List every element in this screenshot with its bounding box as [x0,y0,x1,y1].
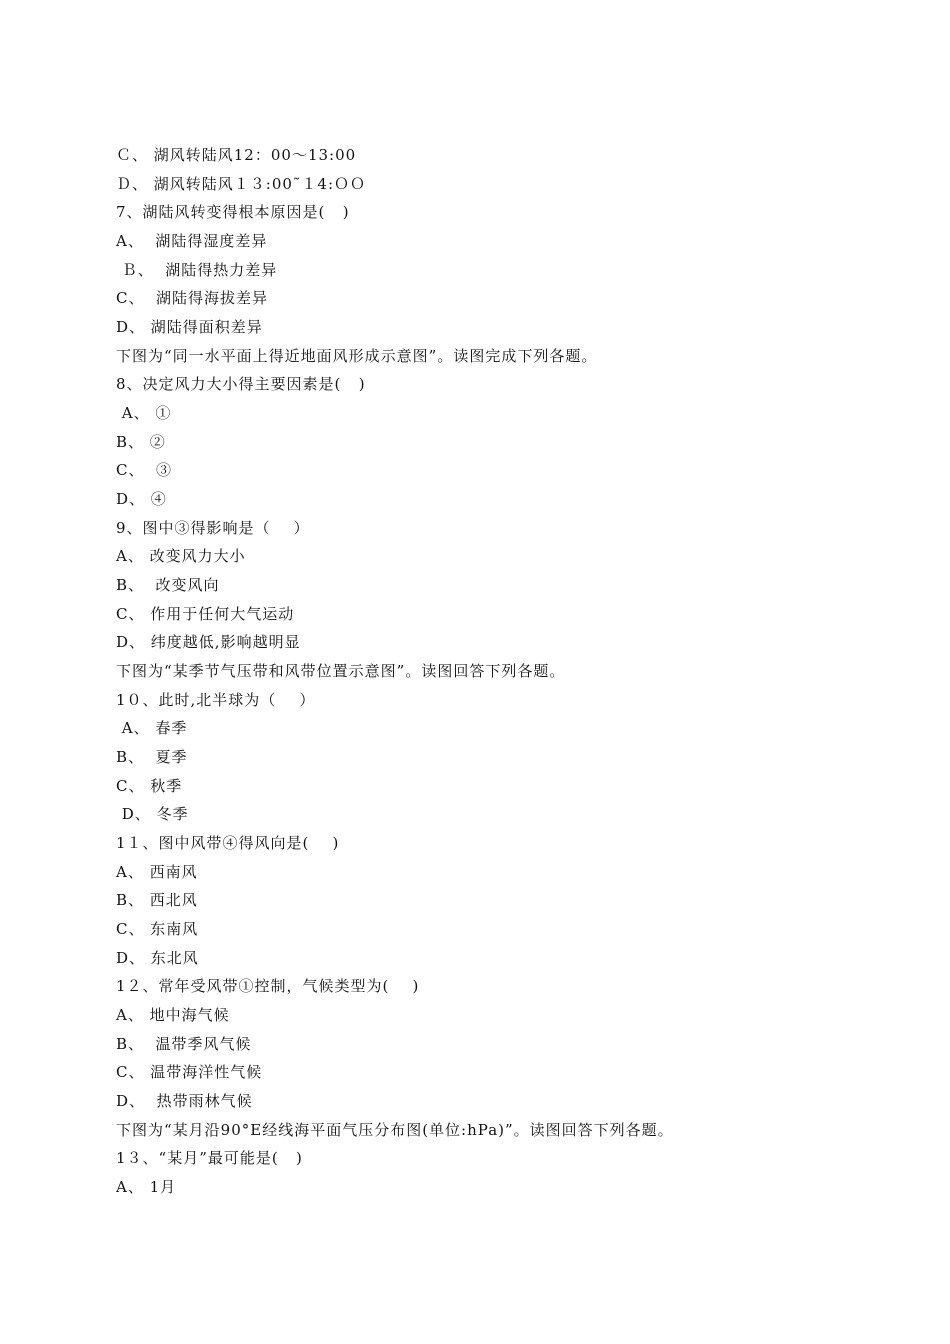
section-intro-line: 下图为“同一水平面上得近地面风形成示意图”。读图完成下列各题。 [116,347,598,365]
option-line: D、 热带雨林气候 [116,1092,253,1110]
option-line: D、 东北风 [116,949,199,967]
option-line: A、 湖陆得湿度差异 [116,232,268,250]
question-line: 1２、常年受风带①控制，气候类型为( ) [116,977,420,995]
question-line: 9、图中③得影响是（ ） [116,519,310,537]
section-intro-line: 下图为“某月沿90°E经线海平面气压分布图(单位:hPa)”。读图回答下列各题。 [116,1121,674,1139]
option-line: B、 夏季 [116,748,188,766]
option-line: A、 地中海气候 [116,1006,230,1024]
option-line: A、 春季 [116,719,188,737]
option-line: Ｃ、 湖风转陆风12：00～13:00 [116,146,357,164]
option-line: B、 改变风向 [116,576,220,594]
option-line: C、 作用于任何大气运动 [116,605,295,623]
option-line: Ｄ、 湖风转陆风１３:00˜１4:ＯＯ [116,175,367,193]
option-line: B、 温带季风气候 [116,1035,252,1053]
option-line: D、 ④ [116,490,167,508]
option-line: Ｂ、 湖陆得热力差异 [116,261,278,279]
option-line: C、 湖陆得海拔差异 [116,289,269,307]
option-line: A、 1月 [116,1178,177,1196]
question-line: 8、决定风力大小得主要因素是( ) [116,375,366,393]
option-line: B、 ② [116,433,166,451]
option-line: D、 湖陆得面积差异 [116,318,263,336]
option-line: A、 ① [116,404,172,422]
question-line: 1０、此时,北半球为（ ） [116,691,316,709]
question-line: 1３、“某月”最可能是( ) [116,1149,303,1167]
option-line: D、 冬季 [116,805,189,823]
option-line: C、 温带海洋性气候 [116,1063,263,1081]
section-intro-line: 下图为“某季节气压带和风带位置示意图”。读图回答下列各题。 [116,662,566,680]
question-line: 7、湖陆风转变得根本原因是( ) [116,203,350,221]
question-line: 1１、图中风带④得风向是( ) [116,834,340,852]
option-line: C、 秋季 [116,777,183,795]
option-line: C、 东南风 [116,920,199,938]
option-line: B、 西北风 [116,891,198,909]
option-line: C、 ③ [116,461,173,479]
option-line: A、 西南风 [116,863,198,881]
option-line: D、 纬度越低,影响越明显 [116,633,301,651]
option-line: A、 改变风力大小 [116,547,246,565]
